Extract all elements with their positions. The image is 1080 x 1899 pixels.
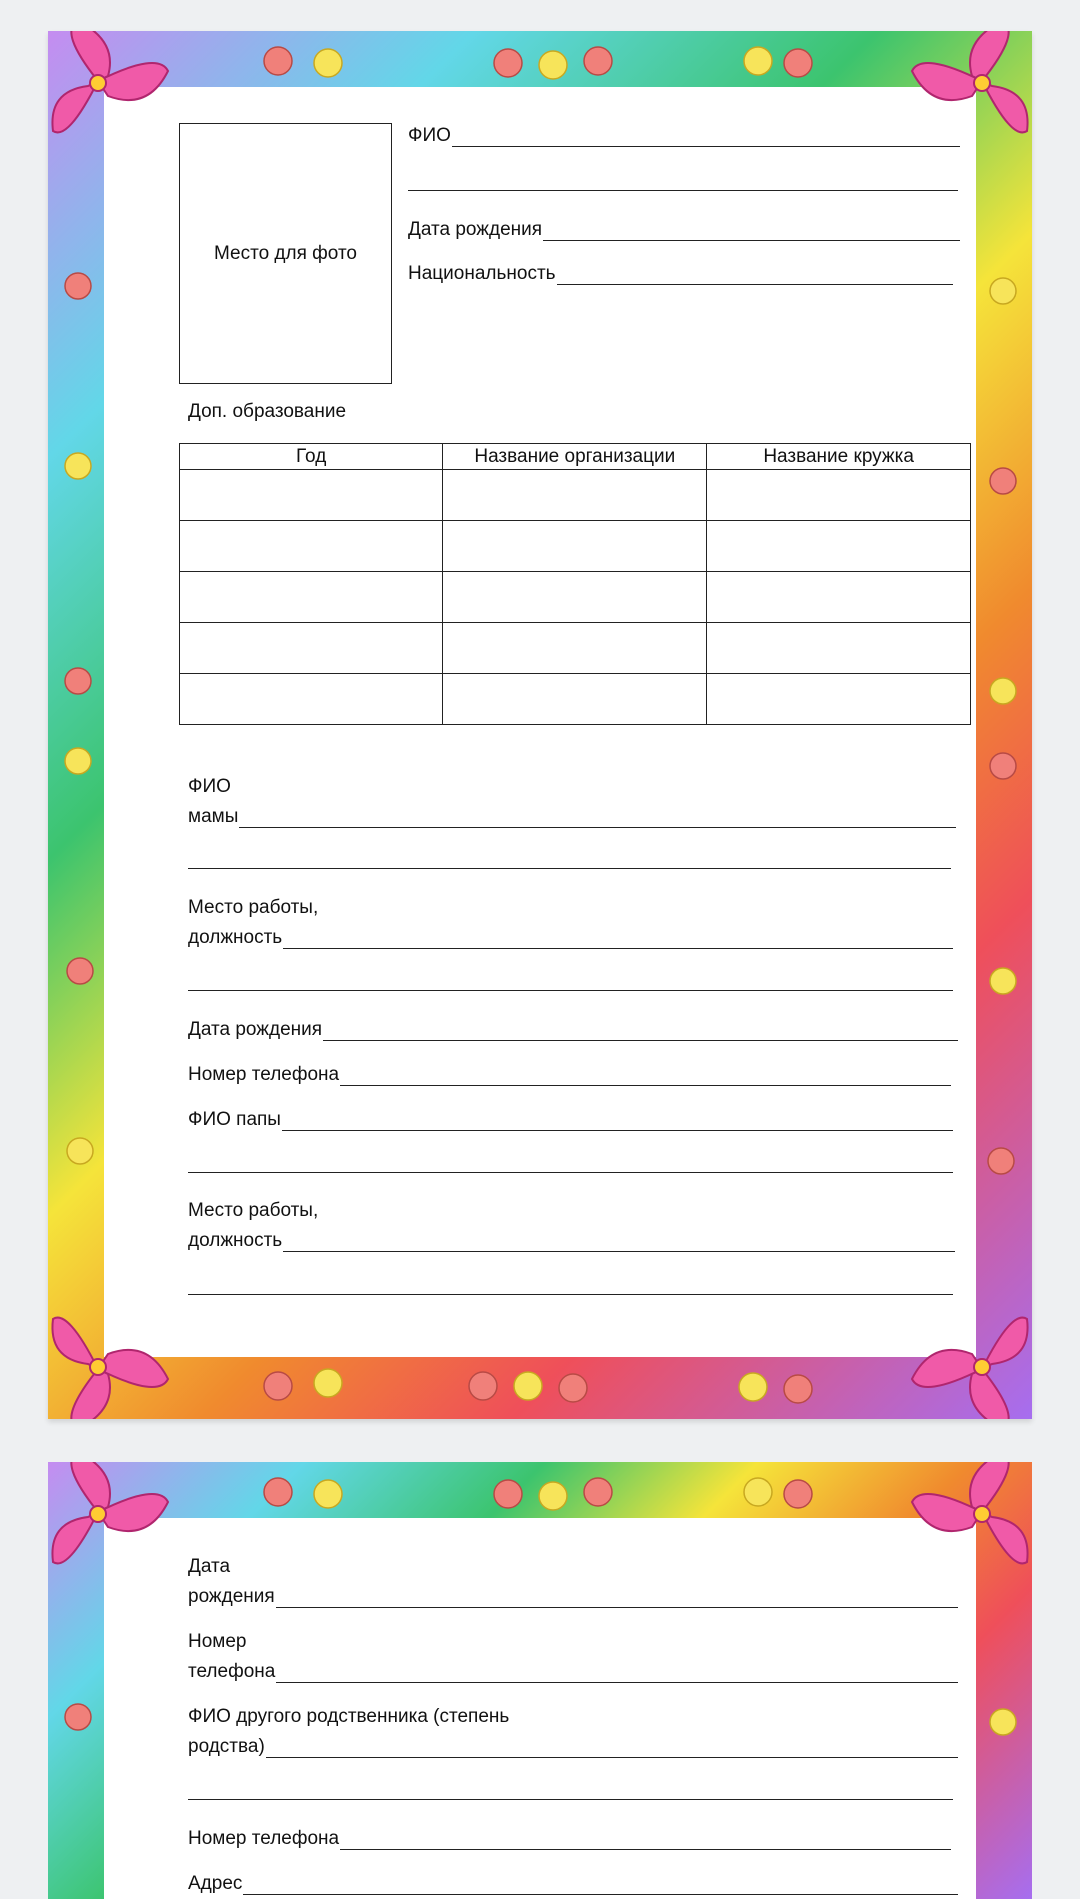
father-fio-extra-line[interactable] [188,1172,953,1173]
document-page-2 [48,1462,1032,1899]
photo-placeholder-label: Место для фото [213,242,358,264]
mother-birth-label: Дата рождения [188,1019,323,1040]
address-field[interactable] [188,1873,958,1895]
relative-phone-label: Номер телефона [188,1828,340,1849]
nationality-field[interactable] [408,263,953,285]
relative-fio-extra-line[interactable] [188,1799,953,1800]
table-cell[interactable] [180,470,443,521]
fio-line [452,126,960,147]
father-fio-line [282,1110,953,1131]
p2-phone-label-line2: телефона [188,1661,276,1682]
table-cell[interactable] [707,623,971,674]
mother-fio-extra-line[interactable] [188,868,951,869]
fio-extra-line[interactable] [408,190,958,191]
p2-birth-field[interactable] [188,1586,958,1608]
mother-birth-line [323,1020,958,1041]
mother-work-label-line2: должность [188,927,283,948]
mother-work-label-line1: Место работы, [188,897,319,918]
document-page-1 [48,31,1032,1419]
table-cell[interactable] [180,623,443,674]
extra-education-table [179,443,971,725]
column-header-organization: Название организации [443,444,707,470]
mother-phone-line [340,1065,951,1086]
father-work-extra-line[interactable] [188,1294,953,1295]
table-row [180,623,971,674]
mother-work-line [283,928,953,949]
nationality-line [557,264,953,285]
table-cell[interactable] [180,674,443,725]
p2-birth-label-line2: рождения [188,1586,275,1607]
column-header-club: Название кружка [707,444,971,470]
birth-date-field[interactable] [408,219,960,241]
father-work-field[interactable] [188,1230,955,1252]
relative-fio-line [266,1737,958,1758]
table-cell[interactable] [707,572,971,623]
p2-phone-label-line1: Номер [188,1631,247,1652]
table-cell[interactable] [443,674,707,725]
table-row [180,674,971,725]
table-header-row [180,444,971,470]
relative-phone-line [340,1829,951,1850]
fio-label: ФИО [408,125,451,146]
table-cell[interactable] [707,521,971,572]
extra-education-heading: Доп. образование [188,401,347,422]
table-cell[interactable] [707,470,971,521]
p2-birth-label-line1: Дата [188,1556,231,1577]
nationality-label: Национальность [408,263,556,284]
mother-phone-label: Номер телефона [188,1064,340,1085]
photo-placeholder-box[interactable] [179,123,392,384]
table-row [180,521,971,572]
mother-fio-label-line2: мамы [188,806,239,827]
table-row [180,572,971,623]
relative-fio-label-line1: ФИО другого родственника (степень [188,1706,510,1727]
mother-work-field[interactable] [188,927,953,949]
birth-date-label: Дата рождения [408,219,543,240]
mother-fio-field[interactable] [188,806,956,828]
table-cell[interactable] [443,521,707,572]
table-cell[interactable] [707,674,971,725]
mother-birth-field[interactable] [188,1019,958,1041]
column-header-year: Год [180,444,443,470]
table-row [180,470,971,521]
fio-field[interactable] [408,125,960,147]
father-fio-field[interactable] [188,1109,953,1131]
birth-date-line [543,220,960,241]
address-line [243,1874,958,1895]
relative-fio-field[interactable] [188,1736,958,1758]
father-fio-label: ФИО папы [188,1109,281,1130]
mother-fio-label-line1: ФИО [188,776,231,797]
table-cell[interactable] [443,470,707,521]
p2-phone-field[interactable] [188,1661,958,1683]
address-label: Адрес [188,1873,243,1894]
p2-phone-line [276,1662,958,1683]
father-work-label-line2: должность [188,1230,283,1251]
relative-fio-label-line2: родства) [188,1736,265,1757]
table-cell[interactable] [180,572,443,623]
mother-fio-line [239,807,956,828]
table-cell[interactable] [180,521,443,572]
mother-work-extra-line[interactable] [188,990,953,991]
table-cell[interactable] [443,623,707,674]
table-cell[interactable] [443,572,707,623]
mother-phone-field[interactable] [188,1064,951,1086]
relative-phone-field[interactable] [188,1828,951,1850]
father-work-line [283,1231,955,1252]
father-work-label-line1: Место работы, [188,1200,319,1221]
p2-birth-line [276,1587,958,1608]
